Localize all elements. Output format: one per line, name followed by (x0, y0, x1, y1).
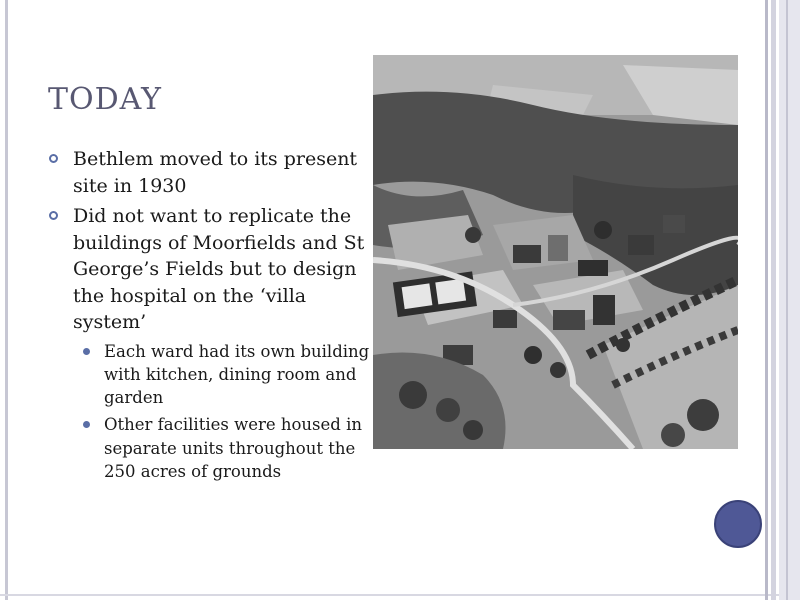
circle-bullet-icon (49, 154, 58, 163)
dot-bullet-icon (83, 348, 90, 355)
sub-bullet-list (54, 340, 378, 484)
sub-bullet-text: Each ward had its own building with kitchen, dining room and garden (104, 341, 370, 408)
aerial-photo-drawing (373, 55, 738, 449)
slide-title: TODAY (48, 82, 162, 117)
frame-right-line (786, 0, 788, 600)
frame-right-line (771, 0, 776, 600)
bullet-text: Did not want to replicate the buildings of Moorfields and St George’s Fields but to design the hospital on the ‘villa system’ (73, 205, 365, 333)
frame-right-line (765, 0, 768, 600)
bullet-item (48, 203, 378, 336)
frame-bottom-line (0, 594, 800, 596)
bullet-text: Bethlem moved to its present site in 1930 (73, 148, 358, 197)
bullet-list (48, 146, 378, 487)
bullet-item (48, 146, 378, 199)
frame-left-line (5, 0, 8, 600)
circle-bullet-icon (49, 211, 58, 220)
frame-right-band (779, 0, 800, 600)
next-slide-button[interactable] (714, 500, 762, 548)
aerial-photo (373, 55, 738, 449)
sub-bullet-item (54, 340, 378, 410)
dot-bullet-icon (83, 421, 90, 428)
sub-bullet-text: Other facilities were housed in separate units throughout the 250 acres of grounds (104, 415, 362, 481)
sub-bullet-item (54, 413, 378, 483)
